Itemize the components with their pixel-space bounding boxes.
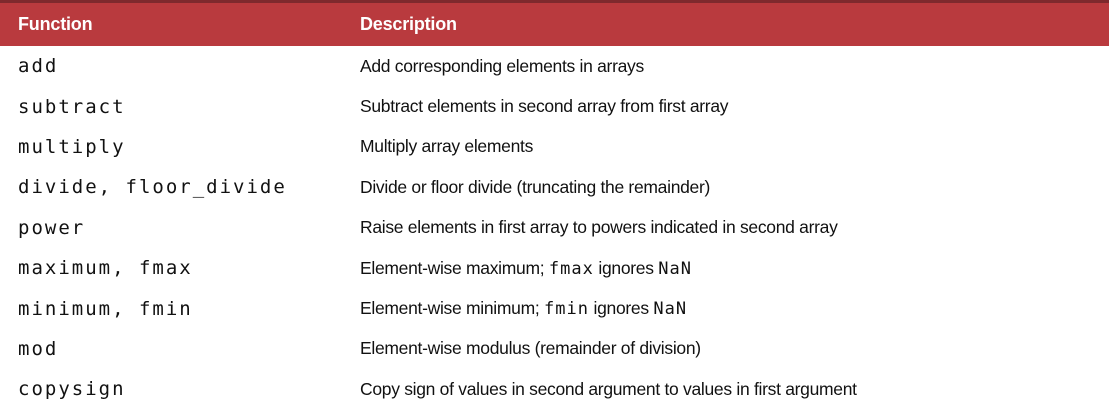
description-text: Element-wise maximum;	[360, 257, 549, 278]
description-cell	[360, 136, 1109, 157]
description-cell	[360, 217, 1109, 238]
function-cell: minimum, fmin	[18, 297, 193, 320]
table-row	[0, 369, 1109, 409]
description-cell	[360, 96, 1109, 117]
inline-code: NaN	[653, 299, 688, 320]
description-text: Subtract elements in second array from first array	[360, 96, 729, 117]
function-cell: add	[18, 55, 59, 78]
function-cell: power	[18, 216, 86, 239]
table-row	[0, 208, 1109, 248]
function-cell: mod	[18, 337, 59, 360]
column-header-function: Function	[18, 14, 93, 34]
inline-code: fmin	[544, 299, 589, 320]
description-cell	[360, 56, 1109, 77]
table-header	[0, 0, 1109, 46]
description-text: Divide or floor divide (truncating the remainder)	[360, 176, 711, 197]
table-row	[0, 288, 1109, 328]
description-text: Element-wise modulus (remainder of division)	[360, 338, 701, 359]
description-text: Copy sign of values in second argument to values in first argument	[360, 378, 857, 399]
table-row	[0, 86, 1109, 126]
description-cell	[360, 177, 1109, 198]
function-cell: subtract	[18, 95, 126, 118]
inline-code: NaN	[658, 258, 692, 279]
table-row	[0, 46, 1109, 86]
description-text: Add corresponding elements in arrays	[360, 55, 644, 76]
function-cell: multiply	[18, 135, 126, 158]
inline-code: fmax	[548, 258, 594, 279]
description-cell	[360, 298, 1109, 319]
table-body	[0, 46, 1109, 410]
description-text: Multiply array elements	[360, 136, 534, 157]
description-cell	[360, 338, 1109, 359]
function-cell: copysign	[18, 378, 126, 401]
description-text: ignores	[588, 298, 654, 319]
table-row	[0, 248, 1109, 288]
description-cell	[360, 379, 1109, 400]
table-row	[0, 167, 1109, 207]
table-row	[0, 127, 1109, 167]
function-cell: maximum, fmax	[18, 257, 193, 280]
description-text: Raise elements in first array to powers indicated in second array	[360, 217, 838, 238]
description-cell	[360, 258, 1109, 279]
function-cell: divide, floor_divide	[18, 176, 287, 199]
description-text: Element-wise minimum;	[360, 298, 544, 319]
table-row	[0, 329, 1109, 369]
description-text: ignores	[593, 257, 659, 278]
column-header-description: Description	[360, 14, 457, 34]
